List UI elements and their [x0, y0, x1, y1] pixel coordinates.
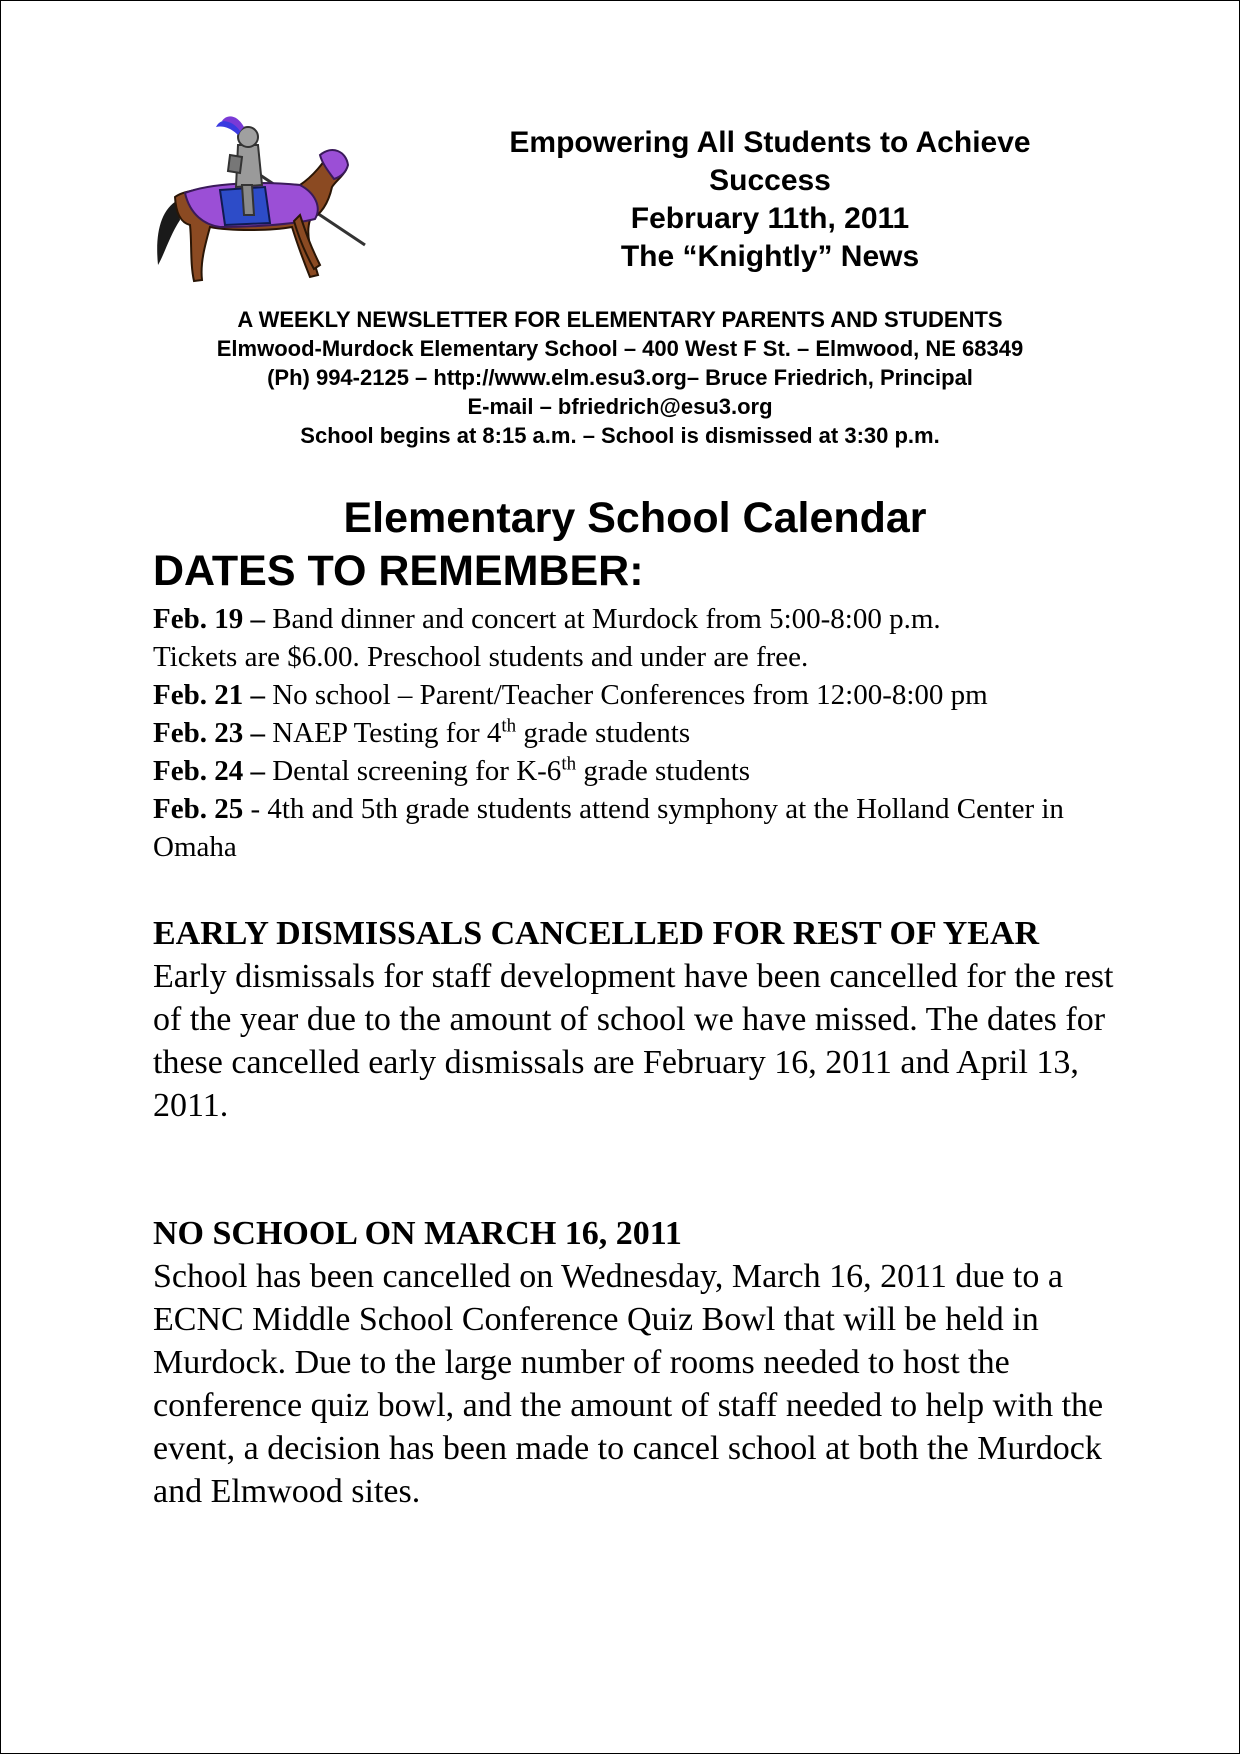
school-address: Elmwood-Murdock Elementary School – 400 West F St. – Elmwood, NE 68349: [216, 336, 1024, 361]
calendar-title: Elementary School Calendar: [343, 494, 927, 542]
ordinal-suffix: th: [561, 753, 577, 775]
school-info: [0, 305, 1240, 450]
motto-line-1: Empowering All Students to Achieve: [509, 126, 1031, 159]
ordinal-suffix: th: [501, 715, 517, 737]
date-item-feb21: [153, 676, 1153, 714]
newsletter-name: The “Knightly” News: [620, 240, 920, 273]
section-body: School has been cancelled on Wednesday, March 16, 2011 due to a ECNC Middle School Conference Quiz Bowl that will be held in Murdock. Due to the large number of rooms needed to host the conference quiz bowl, and the amount of staff needed to help with the event, a decision has been made to cancel school at both the Murdock and Elmwood sites.: [153, 1258, 1104, 1510]
date-text: grade students: [516, 717, 691, 749]
date-item-feb23: [153, 714, 1153, 752]
no-school-section: [153, 1212, 1143, 1513]
newsletter-header: [400, 124, 1140, 276]
school-contact: (Ph) 994-2125 – http://www.elm.esu3.org– Bruce Friedrich, Principal: [267, 365, 973, 390]
date-item-feb25: [153, 790, 1153, 866]
date-label: Feb. 23 –: [153, 717, 265, 749]
newsletter-tagline: A WEEKLY NEWSLETTER FOR ELEMENTARY PARENTS AND STUDENTS: [237, 307, 1003, 332]
section-body: Early dismissals for staff development have been cancelled for the rest of the year due to the amount of school we have missed. The dates for these cancelled early dismissals are February 16, 2011 and April 13, 2011.: [153, 958, 1114, 1124]
dates-heading: DATES TO REMEMBER:: [153, 547, 644, 595]
date-text: Dental screening for K-6: [264, 755, 562, 787]
date-label: Feb. 25: [153, 793, 244, 825]
date-label: Feb. 24 –: [153, 755, 265, 787]
principal-email: E-mail – bfriedrich@esu3.org: [467, 394, 773, 419]
issue-date: February 11th, 2011: [630, 202, 910, 235]
date-text: Band dinner and concert at Murdock from 5:00-8:00 p.m.: [264, 603, 941, 635]
date-text: grade students: [576, 755, 751, 787]
section-heading: EARLY DISMISSALS CANCELLED FOR REST OF YEAR: [153, 915, 1040, 952]
date-text: No school – Parent/Teacher Conferences from 12:00-8:00 pm: [264, 679, 988, 711]
date-text: NAEP Testing for 4: [264, 717, 502, 749]
date-item-feb24: [153, 752, 1153, 790]
early-dismissals-section: [153, 912, 1143, 1127]
date-item-feb19: [153, 600, 1153, 676]
dates-list: [153, 600, 1153, 866]
date-label: Feb. 19 –: [153, 603, 265, 635]
date-text: - 4th and 5th grade students attend symphony at the Holland Center in Omaha: [153, 793, 1064, 863]
knight-logo: [150, 115, 370, 290]
date-label: Feb. 21 –: [153, 679, 265, 711]
motto-line-2: Success: [709, 164, 831, 197]
school-hours: School begins at 8:15 a.m. – School is dismissed at 3:30 p.m.: [300, 423, 940, 448]
date-text: Tickets are $6.00. Preschool students and under are free.: [153, 641, 809, 673]
section-heading: NO SCHOOL ON MARCH 16, 2011: [153, 1215, 682, 1252]
